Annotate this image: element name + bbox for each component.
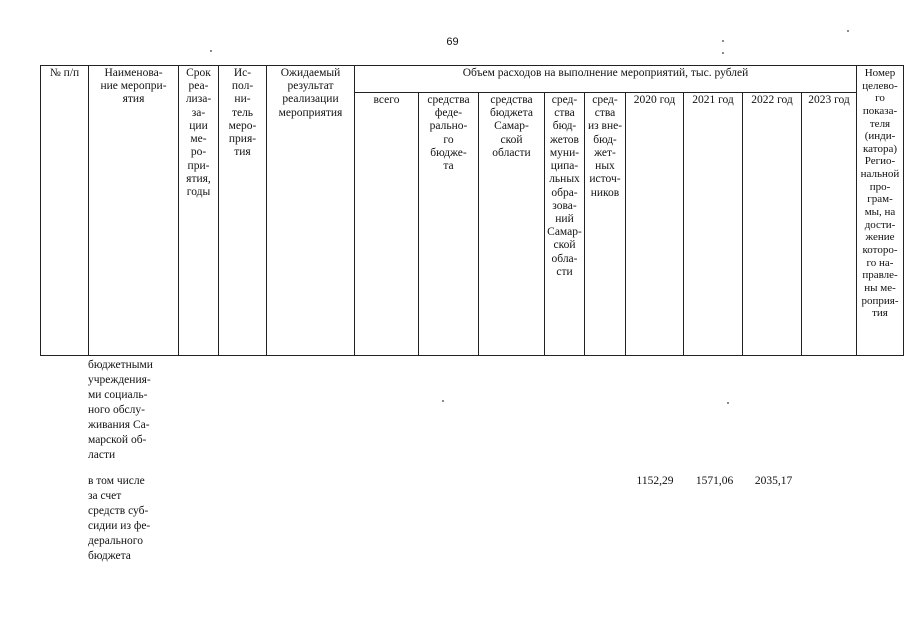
value-2021: 1571,06: [695, 475, 734, 487]
header-year-2021: 2021 год: [684, 93, 743, 356]
header-executor: Ис- пол- ни- тель меро- прия- тия: [219, 66, 267, 356]
header-federal-funds: средства феде- рально- го бюдже- та: [419, 93, 479, 356]
value-2022: 2035,17: [754, 475, 793, 487]
header-expected-result: Ожидаемый результат реализации мероприятия: [267, 66, 355, 356]
header-expenditure-volume: Объем расходов на выполнение мероприятий, тыс. рублей: [355, 66, 857, 93]
header-municipal-funds: сред- ства бюд- жетов муни- ципа- льных обра- зова- ний Самар- ской обла- сти: [545, 93, 585, 356]
header-name: Наименова- ние меропри- ятия: [89, 66, 179, 356]
header-total: всего: [355, 93, 419, 356]
header-year-2020: 2020 год: [626, 93, 684, 356]
header-period: Срок реа- лиза- за- ции ме- ро- при- ятия, годы: [179, 66, 219, 356]
value-2020: 1152,29: [636, 475, 674, 487]
scan-speck: [210, 50, 212, 52]
scan-speck: [727, 402, 729, 404]
header-year-2023: 2023 год: [802, 93, 857, 356]
scan-speck: [722, 40, 724, 42]
header-num: № п/п: [41, 66, 89, 356]
row-text-federal-subsidy: в том числе за счет средств суб- сидии из фе- дерального бюджета: [88, 475, 151, 562]
header-regional-funds: средства бюджета Самар- ской области: [479, 93, 545, 356]
scan-speck: [442, 400, 444, 402]
scan-speck: [722, 52, 724, 54]
header-year-2022: 2022 год: [743, 93, 802, 356]
scan-speck: [847, 30, 849, 32]
header-target-indicator: Номер целево- го показа- теля (инди- катора) Регио- нальной про- грам- мы, на дости- жение которо- го на- правле- ны ме- роприя- тия: [857, 66, 904, 356]
expenditure-table-header: [40, 65, 904, 356]
header-offbudget-funds: сред- ства из вне- бюд- жет- ных источ- ников: [585, 93, 626, 356]
page-number: 69: [446, 36, 459, 48]
row-text-budget-institutions: бюджетными учреждения- ми социаль- ного обслу- живания Са- марской об- ласти: [88, 359, 153, 461]
